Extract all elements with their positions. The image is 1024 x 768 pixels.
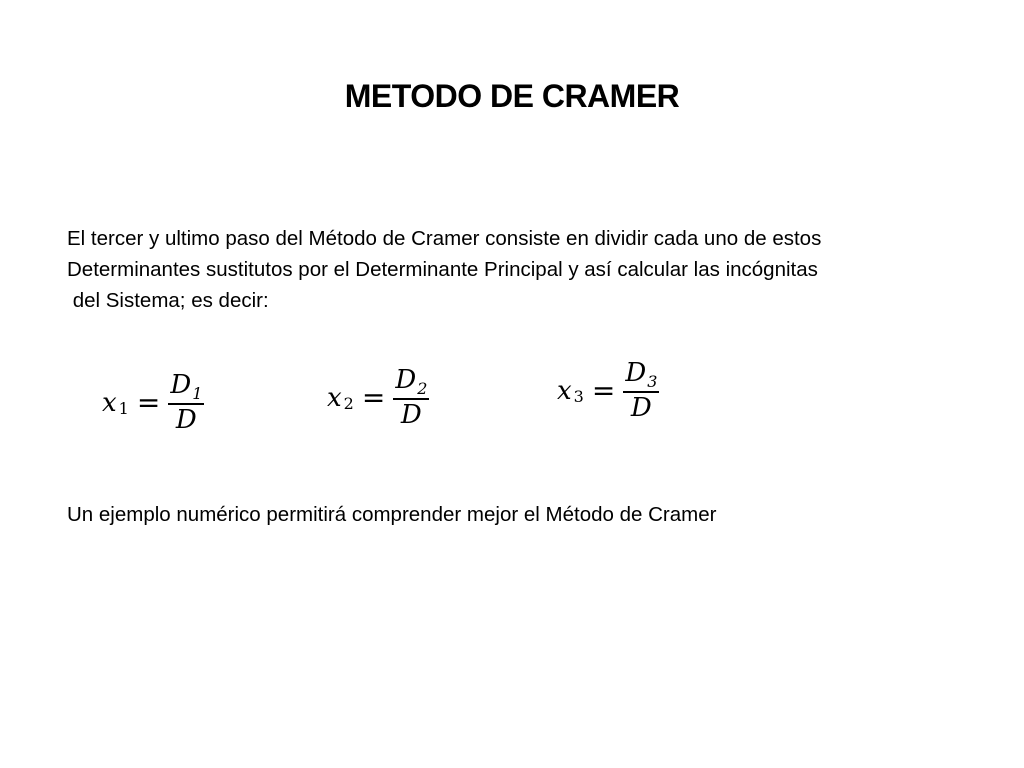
- equals-sign: =: [136, 386, 161, 419]
- fraction-denominator: D: [400, 400, 422, 430]
- equals-sign: =: [361, 381, 386, 414]
- formula-variable-subscript: 3: [573, 387, 584, 406]
- formula-x3: [557, 358, 659, 423]
- formula-variable: x: [327, 382, 342, 413]
- example-text: Un ejemplo numérico permitirá comprender mejor el Método de Cramer: [67, 503, 717, 526]
- numerator-symbol: D: [395, 365, 417, 395]
- numerator-symbol: D: [625, 358, 647, 388]
- fraction: [623, 358, 659, 423]
- formula-variable-subscript: 2: [343, 394, 354, 413]
- slide-title: METODO DE CRAMER: [344, 78, 680, 114]
- intro-line: del Sistema; es decir:: [67, 289, 269, 312]
- fraction-denominator: D: [630, 393, 652, 423]
- formula-x2: [327, 365, 429, 430]
- numerator-symbol: D: [170, 370, 192, 400]
- fraction-numerator: [393, 365, 429, 398]
- formula-variable: x: [557, 375, 572, 406]
- fraction-numerator: [168, 370, 204, 403]
- numerator-subscript: 2: [417, 379, 428, 398]
- numerator-subscript: 3: [647, 372, 658, 391]
- intro-line: El tercer y ultimo paso del Método de Cramer consiste en dividir cada uno de estos: [67, 227, 822, 250]
- intro-paragraph: [67, 223, 967, 316]
- fraction-numerator: [623, 358, 659, 391]
- numerator-subscript: 1: [192, 384, 203, 403]
- formula-x1: [102, 370, 204, 435]
- fraction-denominator: D: [175, 405, 197, 435]
- formula-variable-subscript: 1: [118, 399, 129, 418]
- equals-sign: =: [591, 374, 616, 407]
- formula-variable: x: [102, 387, 117, 418]
- fraction: [393, 365, 429, 430]
- intro-line: Determinantes sustitutos por el Determinante Principal y así calcular las incógnitas: [67, 258, 818, 281]
- fraction: [168, 370, 204, 435]
